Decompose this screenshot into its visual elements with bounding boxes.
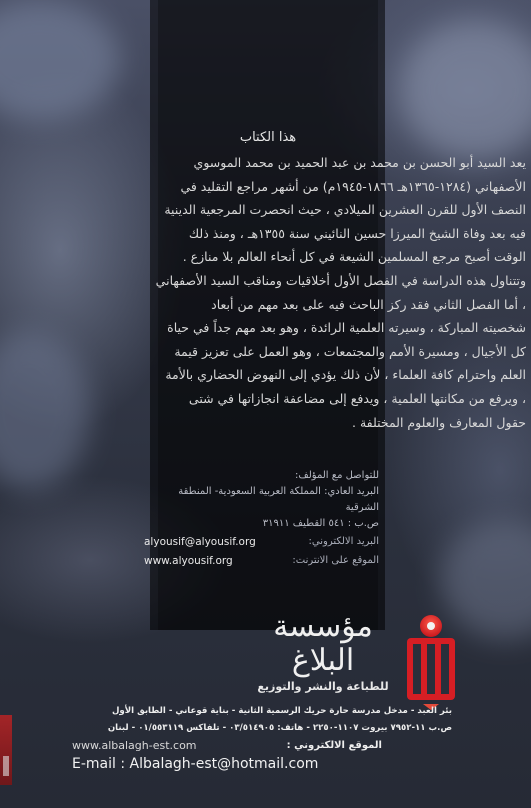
publisher-logo-icon <box>405 612 457 710</box>
publisher-website-row <box>72 739 382 752</box>
website-row <box>144 551 379 570</box>
publisher-email[interactable]: E-mail : Albalagh-est@hotmail.com <box>72 756 319 772</box>
postal-address: البريد العادي: المملكة العربية السعودية- المنطقة الشرقية <box>178 486 379 513</box>
spine-line <box>3 756 9 776</box>
email-row <box>144 532 379 551</box>
contact-title: للتواصل مع المؤلف: <box>295 470 379 481</box>
description-line: شخصيته المباركة ، وسيرته العلمية الرائدة ، وهو بعد مهم جداً في حياة <box>167 320 526 336</box>
description-line: وتتناول هذه الدراسة في الفصل الأول أخلاقيات ومناقب السيد الأصفهاني <box>155 272 526 288</box>
description-line: الوقت أصبح مرجع المسلمين الشيعة في كل أنحاء العالم بلا منازع . <box>182 249 526 265</box>
description-line: ، ويرفع من مكانتها العلمية ، ويدفع إلى مضاعفة انجازاتها في شتى <box>188 390 526 406</box>
publisher-tagline: للطباعة والنشر والتوزيع <box>257 680 389 693</box>
email-label: البريد الالكتروني: <box>308 535 379 547</box>
description-line: حقول المعارف والعلوم المختلفة . <box>352 414 526 430</box>
publisher-website-label: الموقع الالكتروني : <box>286 740 382 751</box>
description-line: كل الأجيال ، ومسيرة الأمم والمجتمعات ، وهو العمل على تعزيز قيمة <box>174 343 526 359</box>
po-box: ص.ب : ٥٤١ القطيف ٣١٩١١ <box>262 518 379 529</box>
description-line: النصف الأول للقرن العشرين الميلادي ، حيث انحصرت المرجعية الدينية <box>164 202 526 218</box>
description-line: يعد السيد أبو الحسن بن محمد بن عبد الحميد بن محمد الموسوي <box>193 155 526 170</box>
publisher-name: مؤسسة البلاغ <box>273 609 373 678</box>
book-description <box>10 130 526 434</box>
publisher-website[interactable]: www.albalagh-est.com <box>72 739 197 752</box>
publisher-block <box>238 610 408 693</box>
description-line: فيه بعد وفاة الشيخ الميرزا حسين النائيني سنة ١٣٥٥هـ ، ومنذ ذلك <box>188 225 526 241</box>
description-line: العلم واحترام كافة العلماء ، لأن ذلك يؤدي إلى النهوض الحضاري بالأمة <box>165 367 526 383</box>
author-email[interactable]: alyousif@alyousif.org <box>144 535 256 548</box>
background-blur <box>0 0 120 120</box>
description-heading: هذا الكتاب <box>239 130 297 145</box>
author-contact <box>144 468 379 570</box>
address-line: بئر العبد - مدخل مدرسة حارة حريك الرسمية الثانية - بناية قوعاني - الطابق الأول <box>111 706 452 716</box>
description-line: الأصفهاني (١٢٨٤-١٣٦٥هـ ١٨٦٦-١٩٤٥م) من أشهر مراجع التقليد في <box>180 178 526 194</box>
website-label: الموقع على الانترنت: <box>292 554 379 566</box>
publisher-address <box>72 703 452 737</box>
description-line: ، أما الفصل الثاني فقد ركز الباحث فيه على بعد مهم من أبعاد <box>211 296 526 312</box>
author-website[interactable]: www.alyousif.org <box>144 554 233 567</box>
address-line: ص.ب ١١-٧٩٥٢ بيروت ١١٠٧-٢٢٥٠ - هاتف: ٠٣/٥١٤٩٠٥ - تلفاكس ٠١/٥٥٣١١٩ - لبنان <box>107 723 452 733</box>
